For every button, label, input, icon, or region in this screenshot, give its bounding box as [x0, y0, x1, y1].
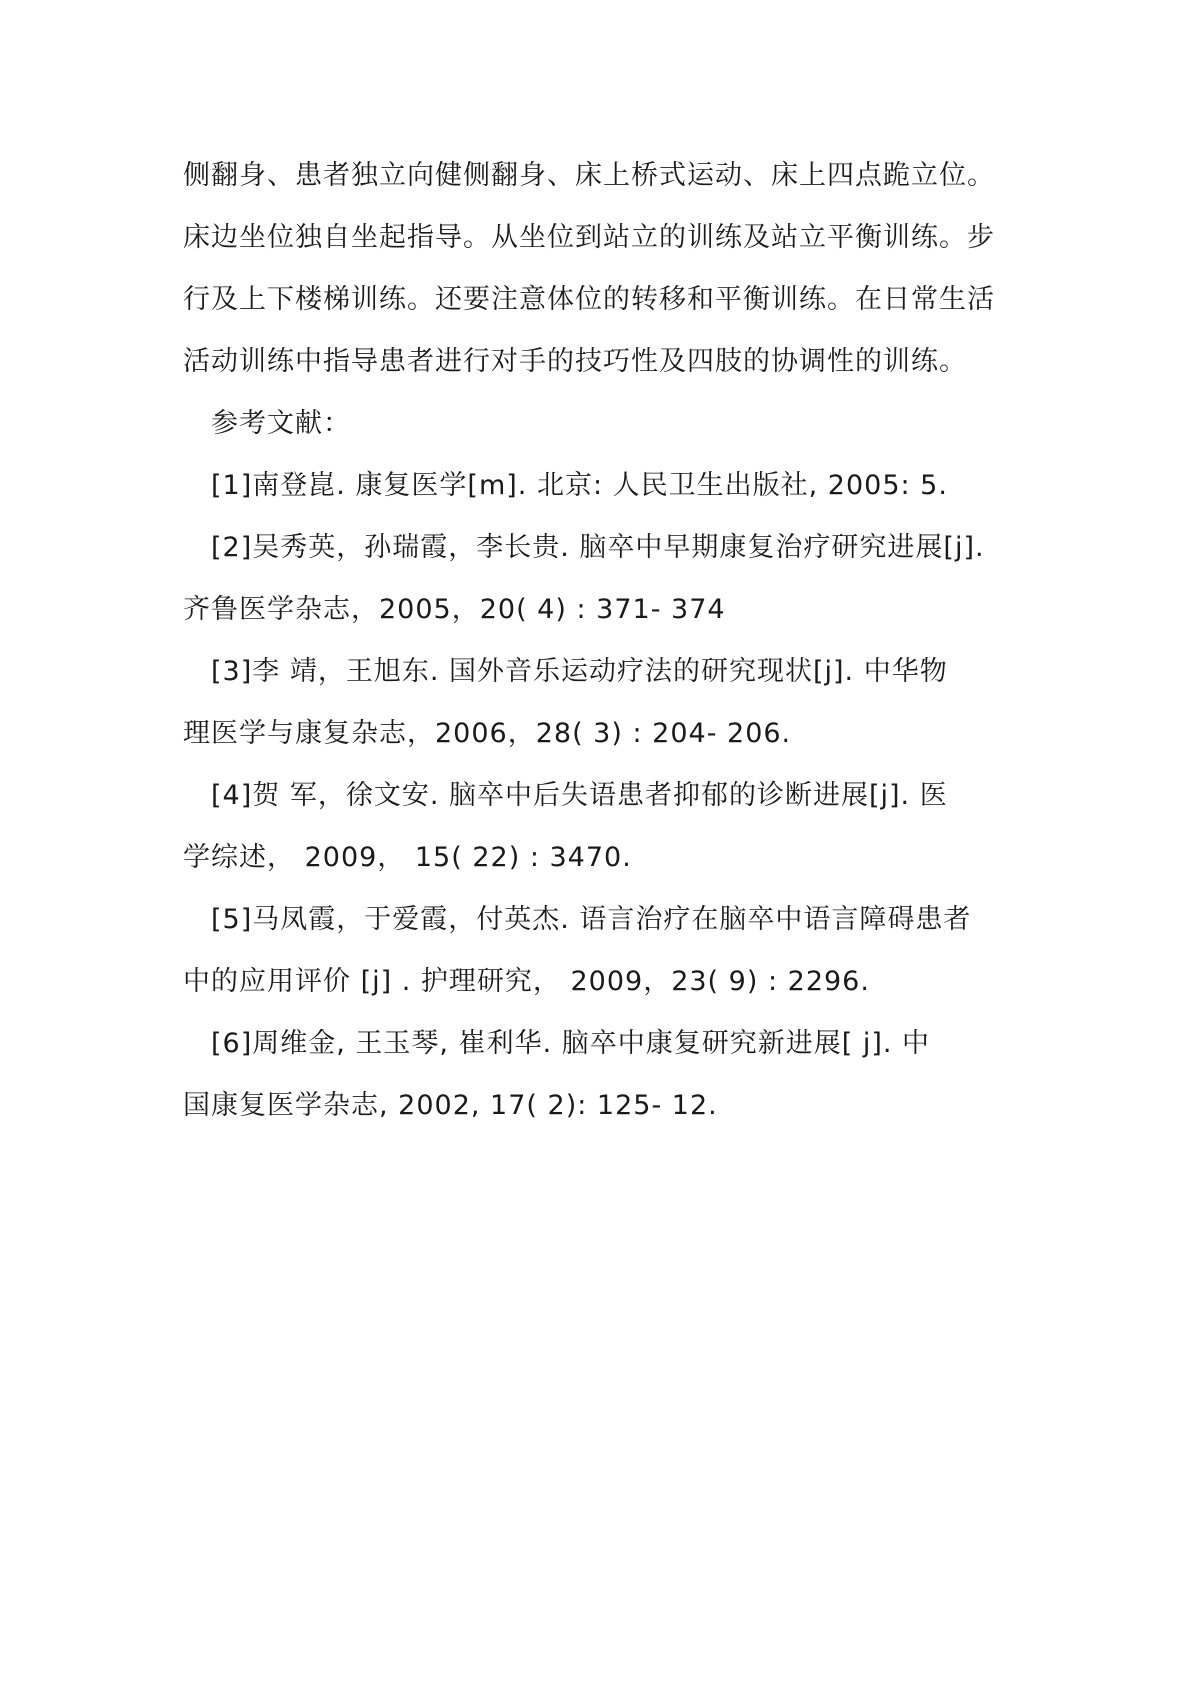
reference-5-line-2: 中的应用评价 [j] . 护理研究， 2009，23( 9) : 2296. — [183, 966, 870, 997]
page-content — [183, 145, 1003, 1137]
body-line: 侧翻身、患者独立向健侧翻身、床上桥式运动、床上四点跪立位。 — [183, 160, 995, 191]
reference-5-line-1: [5]马凤霞，于爱霞，付英杰. 语言治疗在脑卒中语言障碍患者 — [211, 904, 972, 935]
reference-4-line-2: 学综述， 2009， 15( 22) : 3470. — [183, 842, 632, 873]
body-line: 活动训练中指导患者进行对手的技巧性及四肢的协调性的训练。 — [183, 346, 967, 377]
reference-3-line-2: 理医学与康复杂志，2006，28( 3) : 204- 206. — [183, 718, 792, 749]
reference-3-line-1: [3]李 靖，王旭东. 国外音乐运动疗法的研究现状[j]. 中华物 — [211, 656, 948, 687]
reference-2-line-2: 齐鲁医学杂志，2005，20( 4) : 371- 374 — [183, 594, 726, 625]
reference-6-line-2: 国康复医学杂志, 2002, 17( 2): 125- 12. — [183, 1090, 718, 1121]
reference-6-line-1: [6]周维金, 王玉琴, 崔利华. 脑卒中康复研究新进展[ j]. 中 — [211, 1028, 931, 1059]
body-line: 床边坐位独自坐起指导。从坐位到站立的训练及站立平衡训练。步 — [183, 222, 995, 253]
body-paragraph — [183, 145, 1003, 393]
reference-4-line-1: [4]贺 军，徐文安. 脑卒中后失语患者抑郁的诊断进展[j]. 医 — [211, 780, 948, 811]
references-heading: 参考文献： — [211, 408, 351, 439]
body-line: 行及上下楼梯训练。还要注意体位的转移和平衡训练。在日常生活 — [183, 284, 995, 315]
references-section — [183, 393, 1003, 1137]
reference-1-line-1: [1]南登崑. 康复医学[m]. 北京: 人民卫生出版社, 2005: 5. — [211, 470, 948, 501]
reference-2-line-1: [2]吴秀英，孙瑞霞，李长贵. 脑卒中早期康复治疗研究进展[j]. — [211, 532, 985, 563]
